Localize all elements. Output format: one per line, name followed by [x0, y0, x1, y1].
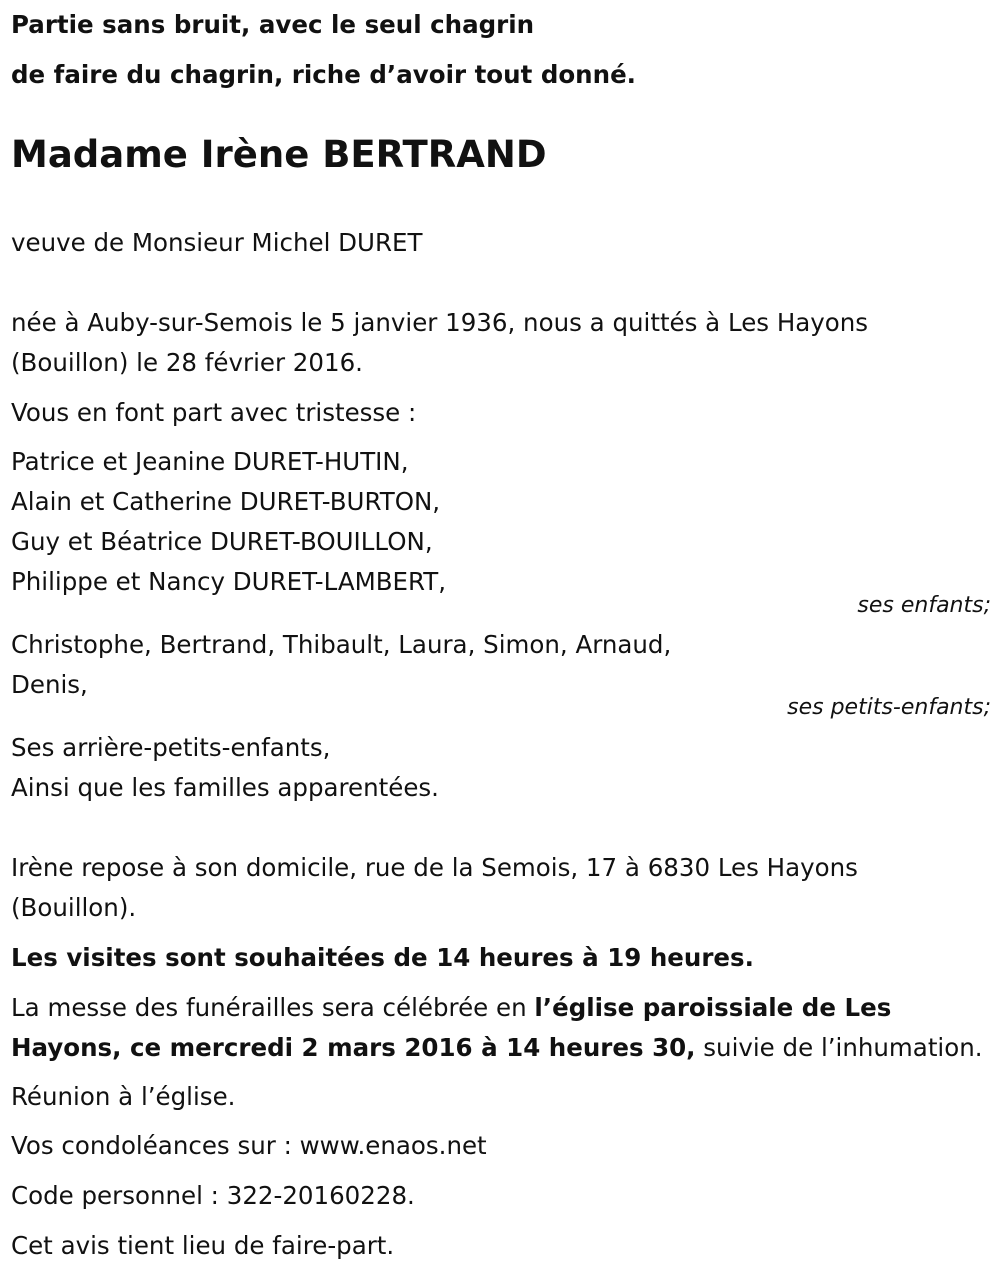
funeral-prefix: La messe des funérailles sera célébrée en — [11, 993, 535, 1022]
funeral-line-1 — [11, 993, 891, 1023]
relatives-line: Ainsi que les familles apparentées. — [11, 773, 439, 802]
birth-death-line-1: née à Auby-sur-Semois le 5 janvier 1936, nous a quittés à Les Hayons — [11, 308, 869, 337]
grandchildren-line-1: Christophe, Bertrand, Thibault, Laura, Simon, Arnaud, — [11, 630, 672, 659]
child-line: Philippe et Nancy DURET-LAMBERT, — [11, 567, 447, 596]
funeral-date: Hayons, ce mercredi 2 mars 2016 à 14 heures 30, — [11, 1033, 696, 1062]
condolences-line — [11, 1131, 487, 1161]
child-line: Guy et Béatrice DURET-BOUILLON, — [11, 527, 433, 556]
child-line: Patrice et Jeanine DURET-HUTIN, — [11, 447, 409, 476]
announce-intro: Vous en font part avec tristesse : — [11, 398, 417, 427]
funeral-church: l’église paroissiale de Les — [534, 993, 892, 1022]
epigraph-line-2: de faire du chagrin, riche d’avoir tout donné. — [11, 60, 636, 89]
personal-code-line: Code personnel : 322-20160228. — [11, 1181, 415, 1210]
great-grandchildren-line: Ses arrière-petits-enfants, — [11, 733, 331, 762]
children-label: ses enfants; — [857, 593, 991, 618]
funeral-line-2 — [11, 1033, 983, 1063]
meeting-line: Réunion à l’église. — [11, 1082, 236, 1111]
deceased-name: Madame Irène BERTRAND — [11, 133, 547, 176]
grandchildren-label: ses petits-enfants; — [787, 695, 991, 720]
condolences-link[interactable]: www.enaos.net — [299, 1131, 487, 1160]
condolences-label: Vos condoléances sur : — [11, 1131, 300, 1160]
epigraph-line-1: Partie sans bruit, avec le seul chagrin — [11, 10, 535, 39]
birth-death-line-2: (Bouillon) le 28 février 2016. — [11, 348, 363, 377]
rest-line-1: Irène repose à son domicile, rue de la Semois, 17 à 6830 Les Hayons — [11, 853, 858, 882]
spouse-line: veuve de Monsieur Michel DURET — [11, 228, 423, 257]
child-line: Alain et Catherine DURET-BURTON, — [11, 487, 441, 516]
closing-line: Cet avis tient lieu de faire-part. — [11, 1231, 395, 1260]
rest-line-2: (Bouillon). — [11, 893, 137, 922]
funeral-suffix: suivie de l’inhumation. — [695, 1033, 983, 1062]
visits-line: Les visites sont souhaitées de 14 heures à 19 heures. — [11, 943, 754, 972]
obituary-notice — [11, 0, 991, 1280]
grandchildren-line-2: Denis, — [11, 670, 88, 699]
